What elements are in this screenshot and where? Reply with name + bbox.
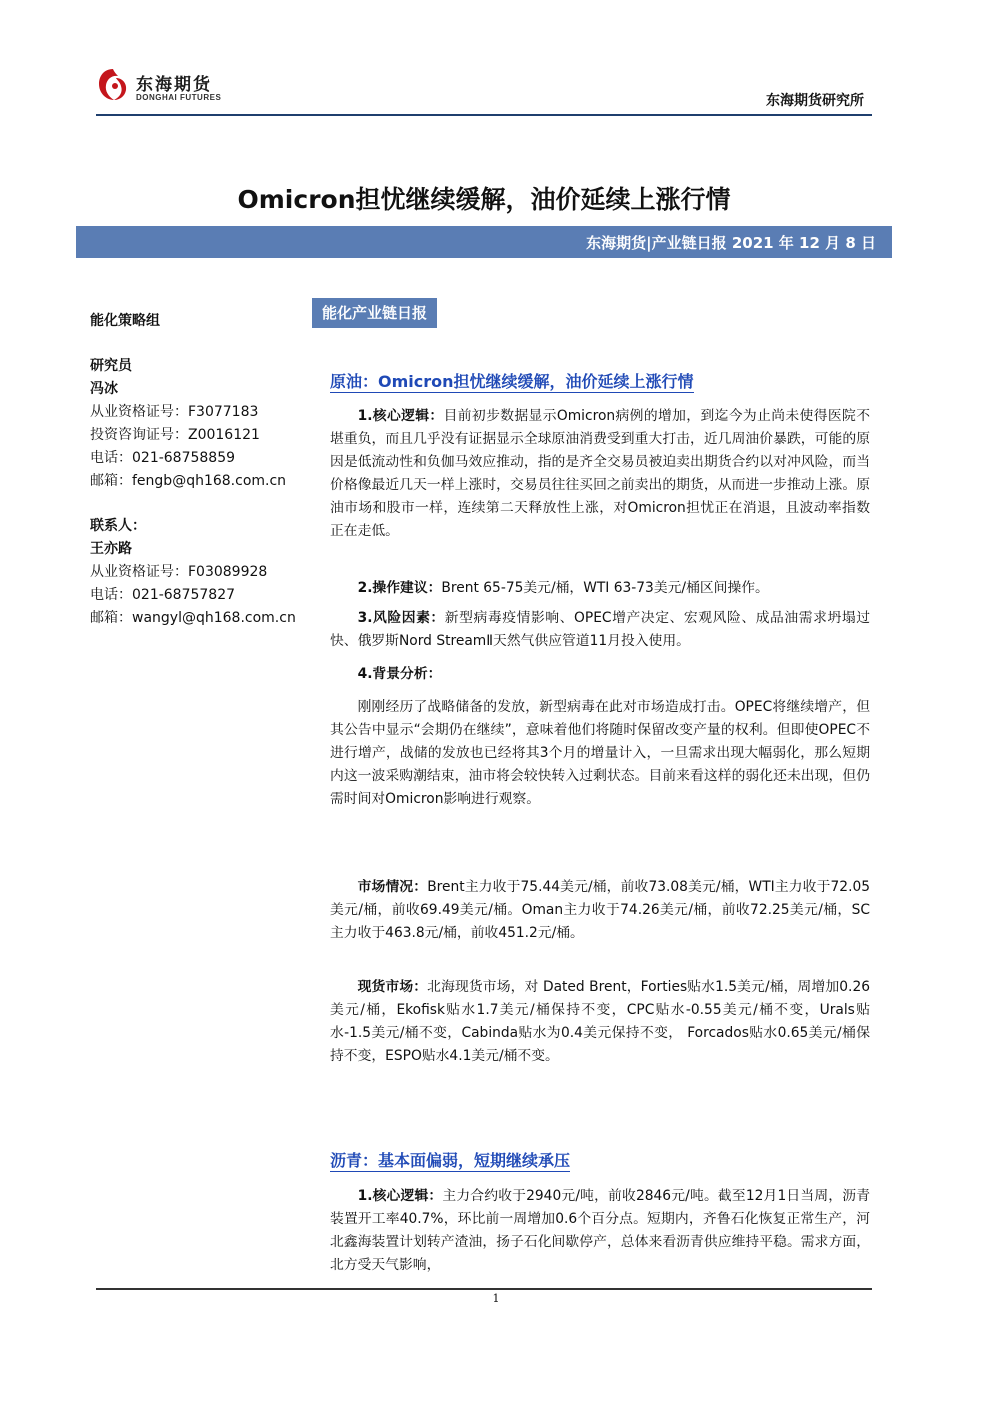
company-logo <box>96 66 236 106</box>
crude-bg-text: 刚刚经历了战略储备的发放，新型病毒在此对市场造成打击。OPEC将继续增产，但其公告中显示“会期仍在继续”，意味着他们将随时保留改变产量的权利。但即使OPEC不进行增产，战储的发放也已经将其3个月的增量计入，一旦需求出现大幅弱化，那么短期内这一波采购潮结束，油市将会较快转入过剩状态。目前来看这样的弱化还未出现，但仍需时间对Omicron影响进行观察。 <box>330 699 870 807</box>
header-org: 东海期货研究所 <box>766 93 864 109</box>
crude-market <box>330 876 870 945</box>
crude-logic-label: 1.核心逻辑： <box>357 408 444 424</box>
researcher-label: 研究员 <box>90 358 132 374</box>
logo-en-text: DONGHAI FUTURES <box>136 93 222 102</box>
contact-label: 联系人： <box>90 518 146 534</box>
crude-bg-heading <box>330 663 870 686</box>
contact-line: 从业资格证号：F03089928 <box>90 564 268 580</box>
researcher-line: 从业资格证号：F3077183 <box>90 404 259 420</box>
date-banner <box>76 226 892 258</box>
researcher-name: 冯冰 <box>90 381 118 397</box>
dragon-logo-icon <box>96 66 130 104</box>
contact-name: 王亦路 <box>90 541 132 557</box>
page-number: 1 <box>492 1292 500 1305</box>
crude-risk-text: 新型病毒疫情影响、OPEC增产决定、宏观风险、成品油需求坍塌过快、俄罗斯Nord StreamⅡ天然气供应管道11月投入使用。 <box>330 610 871 649</box>
crude-logic <box>330 405 870 543</box>
header-rule <box>96 114 872 116</box>
crude-advice <box>330 577 870 600</box>
contact-line: 电话：021-68757827 <box>90 587 236 603</box>
researcher-email: 邮箱：fengb@qh168.com.cn <box>90 473 287 489</box>
crude-risk <box>330 607 870 653</box>
contact-email: 邮箱：wangyl@qh168.com.cn <box>90 610 296 626</box>
crude-spot-label: 现货市场： <box>357 979 428 995</box>
crude-advice-label: 2.操作建议： <box>357 580 442 596</box>
crude-market-text: Brent主力收于75.44美元/桶，前收73.08美元/桶，WTI主力收于72.05美元/桶，前收69.49美元/桶。Oman主力收于74.26美元/桶，前收72.25美元/桶，SC主力收于463.8元/桶，前收451.2元/桶。 <box>330 879 871 941</box>
crude-advice-text: Brent 65-75美元/桶，WTI 63-73美元/桶区间操作。 <box>441 580 769 596</box>
crude-logic-text: 目前初步数据显示Omicron病例的增加，到迄今为止尚未使得医院不堪重负，而且几乎没有证据显示全球原油消费受到重大打击，近几周油价暴跌，可能的原因是低流动性和负伽马效应推动，指的是齐全交易员被迫卖出期货合约以对冲风险，而当价格像最近几天一样上涨时，交易员往往买回之前卖出的期货，从而进一步推动上涨。原油市场和股市一样，连续第二天释放性上涨，对Omicron担忧正在消退，且波动率指数正在走低。 <box>330 408 870 539</box>
author-sidebar <box>90 310 320 630</box>
team-name: 能化策略组 <box>90 313 160 329</box>
banner-text: 东海期货|产业链日报 2021 年 12 月 8 日 <box>586 234 876 252</box>
crude-heading-link[interactable]: 原油：Omicron担忧继续缓解，油价延续上涨行情 <box>330 372 694 391</box>
asphalt-heading-link[interactable]: 沥青：基本面偏弱，短期继续承压 <box>330 1151 571 1170</box>
researcher-line: 投资咨询证号：Z0016121 <box>90 427 260 443</box>
crude-spot-text: 北海现货市场，对 Dated Brent，Forties贴水1.5美元/桶，周增加0.26美元/桶，Ekofisk贴水1.7美元/桶保持不变，CPC贴水-0.55美元/桶不变，Urals贴水-1.5美元/桶不变，Cabinda贴水为0.4美元保持不变， Forcados贴水0.65美元/桶保持不变，ESPO贴水4.1美元/桶不变。 <box>330 979 870 1064</box>
researcher-line: 电话：021-68758859 <box>90 450 236 466</box>
document-title: Omicron担忧继续缓解，油价延续上涨行情 <box>237 185 731 214</box>
section-tag: 能化产业链日报 <box>312 298 437 328</box>
crude-spot <box>330 976 870 1068</box>
crude-bg-label: 4.背景分析： <box>357 666 442 682</box>
crude-risk-label: 3.风险因素： <box>357 610 445 626</box>
crude-market-label: 市场情况： <box>357 879 428 895</box>
footer-rule <box>96 1288 872 1290</box>
asphalt-logic-label: 1.核心逻辑： <box>357 1188 443 1204</box>
asphalt-logic-text: 主力合约收于2940元/吨，前收2846元/吨。截至12月1日当周，沥青装置开工率40.7%，环比前一周增加0.6个百分点。短期内，齐鲁石化恢复正常生产，河北鑫海装置计划转产渣油，扬子石化间歇停产，总体来看沥青供应维持平稳。需求方面，北方受天气影响， <box>330 1188 870 1273</box>
logo-cn-text: 东海期货 <box>136 75 212 95</box>
asphalt-logic <box>330 1185 870 1277</box>
